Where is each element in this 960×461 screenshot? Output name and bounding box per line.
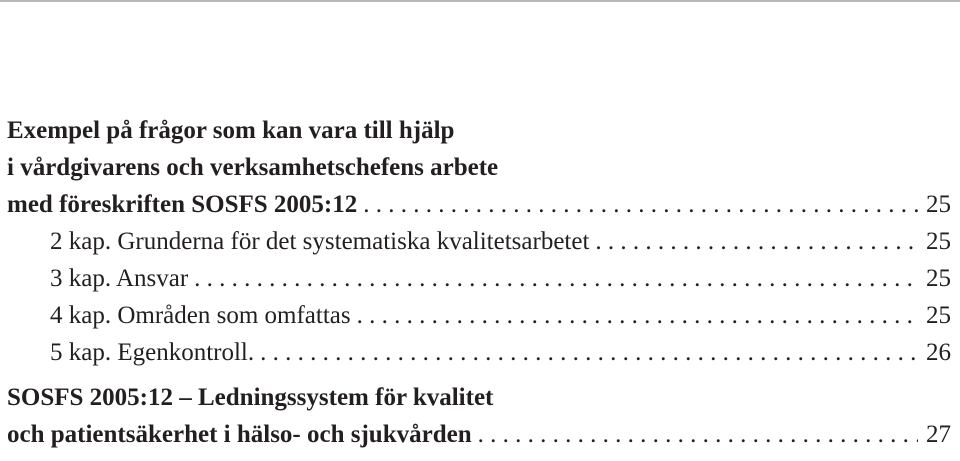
toc-entry-label: 3 kap. Ansvar (50, 265, 189, 292)
toc-page-number: 25 (926, 228, 951, 255)
toc-entry-label: och patientsäkerhet i hälso- och sjukvården (7, 421, 472, 448)
table-of-contents (7, 112, 951, 453)
section-heading-line: i vårdgivarens och verksamhetschefens arbete (7, 154, 499, 181)
toc-entry[interactable] (7, 334, 951, 371)
toc-entry-label: med föreskriften SOSFS 2005:12 (7, 191, 358, 218)
toc-entry[interactable] (7, 297, 951, 334)
section-heading-line: Exempel på frågor som kan vara till hjälp (7, 117, 455, 144)
dot-leader (357, 297, 918, 334)
toc-entry-label: 4 kap. Områden som omfattas (50, 302, 351, 329)
toc-entry-label: 5 kap. Egenkontroll. (50, 339, 255, 366)
dot-leader (260, 334, 918, 371)
section-gap (7, 371, 951, 379)
dot-leader (595, 223, 918, 260)
toc-page-number: 25 (926, 265, 951, 292)
toc-page-number: 25 (926, 191, 951, 218)
dot-leader (194, 260, 918, 297)
section-heading-line: SOSFS 2005:12 – Ledningssystem för kvalitet (7, 384, 494, 411)
dot-leader (363, 186, 918, 223)
toc-entry[interactable] (7, 260, 951, 297)
dot-leader (478, 416, 918, 453)
toc-entry-section2[interactable] (7, 416, 951, 453)
toc-page-number: 25 (926, 302, 951, 329)
toc-page-number: 26 (926, 339, 951, 366)
toc-entry-label: 2 kap. Grunderna för det systematiska kvalitetsarbetet (50, 228, 590, 255)
toc-entry[interactable] (7, 223, 951, 260)
toc-page-number: 27 (926, 421, 951, 448)
top-rule (0, 0, 960, 2)
toc-entry-section1[interactable] (7, 186, 951, 223)
